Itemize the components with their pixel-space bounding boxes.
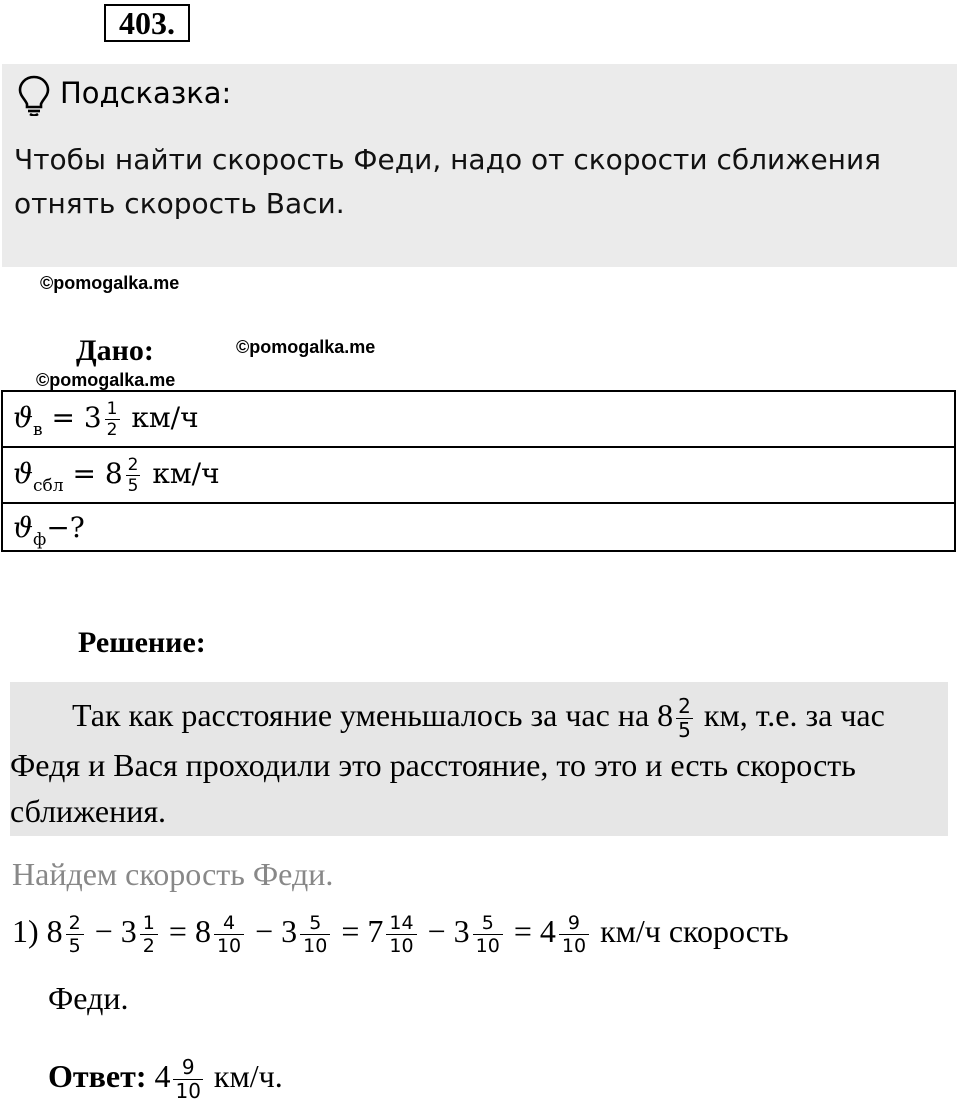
answer-line: Ответ: 4 $\frac{9}{10}$ км/ч. bbox=[48, 1055, 283, 1103]
find-text: Найдем скорость Феди. bbox=[12, 856, 334, 892]
fraction: $\frac{2}{5}$ bbox=[678, 694, 691, 743]
velocity-subscript: в bbox=[33, 419, 43, 440]
watermark: ©pomogalka.me bbox=[40, 273, 180, 293]
calculation-line: 1) 8 $\frac{2}{5}$ − 3 $\frac{1}{2}$ = 8 $\frac{4}{10}$ − 3 $\frac{5}{10}$ = 7 $\frac{14}{10}$ − 3 $\frac{5}{10}$ = 4 $\frac{9}{10}$ км/ч скорость bbox=[12, 912, 789, 957]
equals-value: = 8 bbox=[63, 456, 123, 490]
unknown-mark: −? bbox=[46, 510, 85, 544]
given-row bbox=[2, 447, 955, 503]
velocity-subscript: ф bbox=[33, 529, 47, 550]
unit: км/ч bbox=[143, 456, 220, 490]
hint-box bbox=[2, 64, 957, 267]
given-heading: Дано: bbox=[76, 334, 154, 367]
fraction: $\frac{9}{10}$ bbox=[175, 1055, 201, 1103]
solution-box bbox=[10, 682, 948, 836]
fraction: $\frac{1}{2}$ bbox=[106, 398, 118, 440]
fraction: $\frac{2}{5}$ bbox=[127, 454, 139, 496]
solution-heading: Решение: bbox=[78, 626, 206, 659]
hint-text: Чтобы найти скорость Феди, надо от скорости сближения отнять скорость Васи. bbox=[14, 143, 882, 220]
given-table bbox=[1, 390, 956, 552]
hint-title: Подсказка: bbox=[60, 76, 232, 110]
velocity-symbol: ϑ bbox=[13, 456, 34, 490]
task-number: 403. bbox=[104, 4, 190, 42]
velocity-symbol: ϑ bbox=[13, 510, 34, 544]
velocity-symbol: ϑ bbox=[13, 400, 34, 434]
given-row bbox=[2, 503, 955, 551]
equals-value: = 3 bbox=[42, 400, 102, 434]
velocity-subscript: сбл bbox=[33, 475, 64, 496]
given-row bbox=[2, 391, 955, 447]
watermark: ©pomogalka.me bbox=[36, 370, 176, 390]
answer-label: Ответ: bbox=[48, 1057, 147, 1094]
lightbulb-icon bbox=[16, 74, 52, 116]
calculation-line-2: Феди. bbox=[48, 980, 129, 1016]
unit: км/ч bbox=[122, 400, 199, 434]
watermark: ©pomogalka.me bbox=[236, 337, 376, 357]
solution-text: Так как расстояние уменьшалось за час на 8 $\frac{2}{5}$ км, т.е. за час Федя и Вася проходили это расстояние, то это и есть скорость сближения. bbox=[10, 694, 885, 830]
